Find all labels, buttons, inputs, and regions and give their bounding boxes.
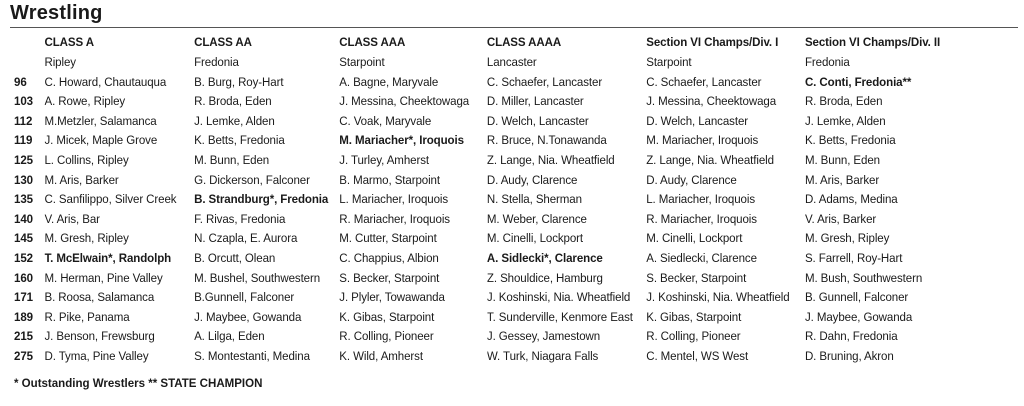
wrestler-cell: V. Aris, Barker	[804, 211, 877, 226]
wrestler-cell: C. Howard, Chautauqua	[44, 74, 167, 89]
column-header: CLASS AAA	[339, 35, 406, 50]
wrestler-cell: B. Orcutt, Olean	[194, 250, 276, 265]
wrestler-cell: S. Montestanti, Medina	[194, 348, 310, 363]
wrestler-cell: B. Strandburg*, Fredonia	[194, 192, 329, 207]
wrestler-cell: J. Messina, Cheektowaga	[339, 94, 470, 109]
host-cell: Fredonia	[804, 55, 850, 69]
weight-class: 215	[14, 329, 33, 344]
wrestler-cell: K. Betts, Fredonia	[804, 133, 896, 148]
wrestler-cell: R. Colling, Pioneer	[339, 329, 434, 344]
wrestler-cell: C. Mentel, WS West	[646, 348, 749, 363]
table-row	[14, 249, 953, 269]
wrestler-cell: M.Metzler, Salamanca	[44, 113, 157, 128]
wrestler-cell: J. Gessey, Jamestown	[486, 329, 601, 344]
column-header: CLASS AAAA	[486, 35, 562, 50]
weight-class: 130	[14, 172, 33, 187]
wrestler-cell: A. Bagne, Maryvale	[339, 74, 439, 89]
wrestler-cell: Z. Lange, Nia. Wheatfield	[646, 152, 774, 167]
wrestler-cell: T. Sunderville, Kenmore East	[486, 309, 633, 324]
wrestler-cell: L. Mariacher, Iroquois	[339, 192, 449, 207]
wrestler-cell: B.Gunnell, Falconer	[194, 290, 295, 305]
wrestler-cell: W. Turk, Niagara Falls	[486, 348, 599, 363]
wrestler-cell: V. Aris, Bar	[44, 211, 100, 226]
wrestler-cell: S. Becker, Starpoint	[339, 270, 440, 285]
wrestler-cell: J. Benson, Frewsburg	[44, 329, 155, 344]
table-row	[14, 190, 953, 210]
wrestler-cell: K. Gibas, Starpoint	[339, 309, 435, 324]
weight-class: 275	[14, 348, 33, 363]
weight-class: 140	[14, 211, 33, 226]
wrestler-cell: M. Cinelli, Lockport	[646, 231, 743, 246]
wrestler-cell: A. Rowe, Ripley	[44, 94, 126, 109]
wrestler-cell: J. Lemke, Alden	[804, 113, 886, 128]
footnote: * Outstanding Wrestlers ** STATE CHAMPION	[14, 376, 263, 390]
wrestler-cell: D. Audy, Clarence	[486, 172, 578, 187]
wrestler-cell: C. Sanfilippo, Silver Creek	[44, 192, 177, 207]
host-cell: Lancaster	[486, 55, 537, 69]
wrestler-cell: A. Lilga, Eden	[194, 329, 265, 344]
column-header: CLASS AA	[194, 35, 252, 50]
weight-class: 125	[14, 152, 33, 167]
wrestler-cell: R. Mariacher, Iroquois	[646, 211, 757, 226]
table-row	[14, 269, 953, 289]
wrestler-cell: M. Bunn, Eden	[804, 152, 880, 167]
column-header: CLASS A	[44, 35, 94, 50]
wrestler-cell: M. Cinelli, Lockport	[486, 231, 584, 246]
wrestler-cell: B. Marmo, Starpoint	[339, 172, 440, 187]
column-header: Section VI Champs/Div. II	[804, 35, 941, 50]
wrestler-cell: Z. Lange, Nia. Wheatfield	[486, 152, 615, 167]
wrestler-cell: C. Conti, Fredonia**	[804, 74, 912, 89]
wrestler-cell: D. Adams, Medina	[804, 192, 898, 207]
wrestler-cell: C. Chappius, Albion	[339, 250, 439, 265]
table-row	[14, 288, 953, 308]
table-row	[14, 131, 953, 151]
wrestler-cell: J. Maybee, Gowanda	[804, 309, 913, 324]
wrestler-cell: T. McElwain*, Randolph	[44, 250, 172, 265]
wrestler-cell: R. Pike, Panama	[44, 309, 130, 324]
wrestler-cell: B. Gunnell, Falconer	[804, 290, 909, 305]
wrestler-cell: J. Lemke, Alden	[194, 113, 275, 128]
host-cell: Starpoint	[646, 55, 692, 69]
wrestler-cell: J. Koshinski, Nia. Wheatfield	[486, 290, 631, 305]
page-title: Wrestling	[10, 2, 103, 24]
wrestler-cell: L. Collins, Ripley	[44, 152, 129, 167]
wrestler-cell: M. Aris, Barker	[804, 172, 880, 187]
wrestler-cell: C. Schaefer, Lancaster	[646, 74, 762, 89]
wrestler-cell: J. Plyler, Towawanda	[339, 290, 445, 305]
wrestler-cell: D. Bruning, Akron	[804, 348, 894, 363]
weight-class: 135	[14, 192, 33, 207]
weight-class: 119	[14, 133, 33, 148]
wrestler-cell: S. Farrell, Roy-Hart	[804, 250, 903, 265]
wrestler-cell: M. Weber, Clarence	[486, 211, 587, 226]
wrestler-cell: A. Sidlecki*, Clarence	[486, 250, 603, 265]
results-table	[14, 33, 953, 367]
wrestler-cell: A. Siedlecki, Clarence	[646, 250, 757, 265]
weight-class: 112	[14, 113, 33, 128]
wrestler-cell: R. Dahn, Fredonia	[804, 329, 898, 344]
table-row	[14, 229, 953, 249]
weight-class: 160	[14, 270, 33, 285]
weight-class: 145	[14, 231, 33, 246]
table-row	[14, 73, 953, 93]
host-row	[14, 53, 953, 73]
wrestler-cell: M. Bushel, Southwestern	[194, 270, 321, 285]
wrestler-cell: D. Miller, Lancaster	[486, 94, 584, 109]
wrestler-cell: M. Gresh, Ripley	[44, 231, 129, 246]
wrestler-cell: D. Audy, Clarence	[646, 172, 737, 187]
table-row	[14, 92, 953, 112]
wrestler-cell: D. Welch, Lancaster	[646, 113, 749, 128]
wrestler-cell: D. Welch, Lancaster	[486, 113, 589, 128]
table-row	[14, 151, 953, 171]
wrestler-cell: R. Colling, Pioneer	[646, 329, 741, 344]
wrestler-cell: S. Becker, Starpoint	[646, 270, 747, 285]
host-cell: Ripley	[44, 55, 76, 69]
host-cell: Starpoint	[339, 55, 385, 69]
wrestler-cell: R. Broda, Eden	[804, 94, 883, 109]
wrestler-cell: J. Micek, Maple Grove	[44, 133, 158, 148]
wrestler-cell: C. Schaefer, Lancaster	[486, 74, 603, 89]
weight-class: 152	[14, 250, 33, 265]
wrestler-cell: M. Aris, Barker	[44, 172, 119, 187]
wrestler-cell: B. Burg, Roy-Hart	[194, 74, 284, 89]
wrestler-cell: N. Stella, Sherman	[486, 192, 582, 207]
wrestler-cell: K. Gibas, Starpoint	[646, 309, 742, 324]
wrestler-cell: M. Bush, Southwestern	[804, 270, 923, 285]
wrestler-cell: J. Messina, Cheektowaga	[646, 94, 777, 109]
wrestler-cell: N. Czapla, E. Aurora	[194, 231, 298, 246]
wrestler-cell: J. Koshinski, Nia. Wheatfield	[646, 290, 790, 305]
weight-header	[14, 33, 44, 53]
wrestler-cell: G. Dickerson, Falconer	[194, 172, 310, 187]
wrestler-cell: K. Betts, Fredonia	[194, 133, 285, 148]
wrestler-cell: M. Mariacher*, Iroquois	[339, 133, 464, 148]
wrestler-cell: M. Bunn, Eden	[194, 152, 270, 167]
table-row	[14, 308, 953, 328]
weight-class: 96	[14, 74, 27, 89]
weight-class: 103	[14, 94, 33, 109]
wrestler-cell: C. Voak, Maryvale	[339, 113, 432, 128]
column-header: Section VI Champs/Div. I	[646, 35, 779, 50]
title-divider	[10, 27, 1018, 28]
wrestler-cell: Z. Shouldice, Hamburg	[486, 270, 603, 285]
wrestler-cell: R. Broda, Eden	[194, 94, 272, 109]
wrestler-cell: M. Herman, Pine Valley	[44, 270, 163, 285]
table-row	[14, 171, 953, 191]
wrestler-cell: R. Bruce, N.Tonawanda	[486, 133, 607, 148]
table-row	[14, 347, 953, 367]
wrestler-cell: J. Turley, Amherst	[339, 152, 429, 167]
weight-class: 171	[14, 290, 33, 305]
wrestler-cell: M. Cutter, Starpoint	[339, 231, 437, 246]
host-cell: Fredonia	[194, 55, 239, 69]
wrestler-cell: R. Mariacher, Iroquois	[339, 211, 450, 226]
table-row	[14, 112, 953, 132]
wrestler-cell: M. Mariacher, Iroquois	[646, 133, 759, 148]
wrestler-cell: J. Maybee, Gowanda	[194, 309, 302, 324]
wrestler-cell: K. Wild, Amherst	[339, 348, 423, 363]
wrestler-cell: D. Tyma, Pine Valley	[44, 348, 149, 363]
wrestler-cell: L. Mariacher, Iroquois	[646, 192, 755, 207]
header-row	[14, 33, 953, 53]
wrestler-cell: F. Rivas, Fredonia	[194, 211, 286, 226]
table-row	[14, 210, 953, 230]
weight-cell	[14, 53, 44, 73]
wrestler-cell: M. Gresh, Ripley	[804, 231, 890, 246]
table-row	[14, 327, 953, 347]
weight-class: 189	[14, 309, 33, 324]
wrestler-cell: B. Roosa, Salamanca	[44, 290, 155, 305]
